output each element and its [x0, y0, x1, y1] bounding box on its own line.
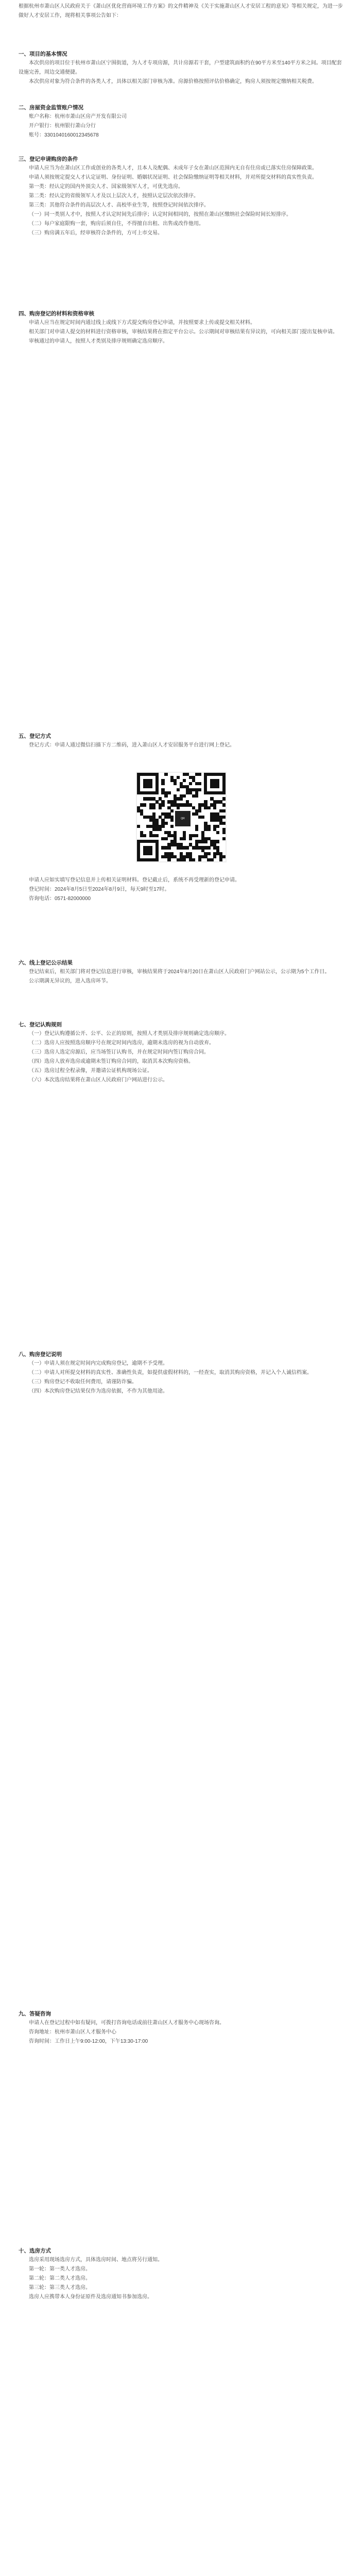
qr-module [186, 846, 189, 849]
qr-finder-pattern [143, 846, 152, 855]
section-title: 二、房屋资金监管账户情况 [19, 105, 83, 111]
section-paragraph: 申请人应当为在萧山区工作或创业的各类人才，且本人及配偶、未成年子女在萧山区范围内无自有住房或已落实住房保障政策。 [29, 165, 317, 171]
section-paragraph: 账号：3301040160012345678 [29, 132, 99, 138]
qr-module [174, 782, 177, 785]
qr-module [198, 809, 201, 812]
section-paragraph: 申请人须按规定提交人才认定证明、身份证明、婚姻状况证明、社会保险缴纳证明等相关材料，并对所提交材料的真实性负责。 [29, 175, 317, 180]
qr-module [159, 806, 162, 809]
section-paragraph: 登记方式：申请人通过微信扫描下方二维码，进入萧山区人才安居服务平台进行网上登记。 [29, 742, 235, 748]
qr-module [210, 858, 213, 861]
qr-module [222, 797, 226, 800]
qr-module [177, 806, 180, 809]
section-paragraph: 开户银行：杭州银行萧山分行 [29, 123, 96, 129]
qr-module [180, 797, 183, 800]
qr-module [198, 782, 201, 785]
section-paragraph: 第三轮：第三类人才选房。 [29, 2285, 91, 2291]
section-paragraph: 第三类：其他符合条件的高层次人才、高校毕业生等，按照登记时间依次排序。 [29, 202, 209, 208]
section-title: 五、登记方式 [19, 733, 51, 739]
qr-module [170, 809, 174, 812]
qr-module [164, 794, 167, 798]
section-paragraph: （五）选房过程全程录像，并邀请公证机构现场公证。 [29, 1068, 152, 1074]
qr-module [159, 828, 162, 831]
qr-module [170, 819, 174, 822]
section-paragraph: 咨询地址：杭州市萧山区人才服务中心 [29, 2029, 116, 2035]
qr-module [189, 782, 192, 785]
section-title: 四、购房登记的材料和资格审核 [19, 311, 94, 317]
section-paragraph: 咨询电话：0571-82000000 [29, 896, 91, 902]
qr-finder-pattern [210, 779, 219, 788]
qr-module [216, 840, 219, 843]
section-paragraph: 相关部门对申请人提交的材料进行资格审核，审核结果将在指定平台公示。公示期间对审核结果有异议的，可向相关部门提出复核申请。 [29, 329, 338, 335]
section-paragraph: 登记时间：2024年8月5日至2024年8月9日，每天9时至17时。 [29, 887, 170, 892]
section-paragraph: （一）同一类别人才中，按照人才认定时间先后排序；认定时间相同的，按照在萧山区缴纳社会保险时间长短排序。 [29, 212, 291, 217]
qr-finder-pattern [143, 779, 152, 788]
qr-module [183, 779, 186, 782]
section-paragraph: 第一类：经认定的国内外顶尖人才、国家级领军人才，可优先选房。 [29, 184, 183, 190]
qr-module [222, 822, 226, 825]
section-paragraph: 本次供房对象为符合条件的各类人才，具体以相关部门审核为准。房源价格按照评估价格确定，购房人须按规定缴纳相关税费。 [29, 79, 317, 84]
qr-module [183, 794, 186, 798]
section-paragraph: 咨询时间：工作日上午9:00-12:00，下午13:30-17:00 [29, 2039, 148, 2044]
section-title: 七、登记认购规则 [19, 1022, 62, 1028]
qr-module [219, 858, 222, 861]
registration-qr-code[interactable] [136, 772, 227, 862]
section-7 [19, 1020, 345, 1085]
section-paragraph: （二）每户家庭限购一套，购房后须自住，不得擅自出租、出售或改作他用。 [29, 221, 204, 227]
section-title: 一、项目的基本情况 [19, 51, 67, 57]
section-paragraph: 申请人应如实填写登记信息并上传相关证明材料。登记截止后，系统不再受理新的登记申请。 [29, 877, 240, 883]
qr-module [143, 834, 146, 837]
section-paragraph: （六）本次选房结果将在萧山区人民政府门户网站进行公示。 [29, 1077, 168, 1083]
intro-text: 根据杭州市萧山区人民政府关于《萧山区优化营商环境工作方案》的文件精神及《关于实施萧山区人才安居工程的意见》等相关规定，为进一步做好人才安居工作，现将相关事项公告如下： [19, 4, 343, 19]
section-8 [19, 1350, 345, 1396]
qr-module [183, 858, 186, 861]
qr-module [222, 809, 226, 812]
qr-module [137, 825, 140, 828]
section-paragraph: 账户名称：杭州市萧山区房产开发有限公司 [29, 114, 127, 120]
qr-module [167, 858, 170, 861]
section-paragraph: 选房人应携带本人身份证原件及选房通知书参加选房。 [29, 2294, 152, 2300]
qr-module [183, 837, 186, 840]
section-title: 三、登记申请购房的条件 [19, 156, 78, 162]
section-6 [19, 958, 345, 986]
section-paragraph: （一）申请人须在规定时间内完成购房登记，逾期不予受理。 [29, 1361, 168, 1366]
section-paragraph: （四）本次购房登记结果仅作为选房依据，不作为其他用途。 [29, 1388, 168, 1394]
qr-module [222, 855, 226, 858]
qr-module [161, 825, 164, 828]
section-paragraph: 公示期满无异议的，进入选房环节。 [29, 978, 111, 984]
qr-module [152, 806, 155, 809]
qr-module [213, 806, 216, 809]
qr-module [189, 837, 192, 840]
qr-module [195, 794, 198, 798]
section-4 [19, 309, 345, 346]
section-paragraph: （二）申请人对所提交材料的真实性、准确性负责，如提供虚假材料的，一经查实，取消其购房资格，并记入个人诚信档案。 [29, 1370, 312, 1376]
qr-module [222, 837, 226, 840]
section-title: 十、选房方式 [19, 2248, 51, 2254]
qr-module [207, 852, 210, 855]
section-5 [19, 732, 345, 750]
section-9 [19, 2009, 345, 2046]
qr-module [198, 858, 201, 861]
qr-module [195, 828, 198, 831]
section-paragraph: 选房采用现场选房方式，具体选房时间、地点将另行通知。 [29, 2257, 163, 2263]
qr-module [143, 803, 146, 806]
section-3 [19, 155, 345, 238]
qr-module [161, 782, 164, 785]
qr-module [222, 803, 226, 806]
section-title: 八、购房登记说明 [19, 1351, 62, 1358]
qr-module [177, 788, 180, 791]
qr-module [222, 816, 226, 819]
qr-module [198, 773, 201, 776]
qr-module [161, 803, 164, 806]
section-paragraph: （三）购房满五年后，经审核符合条件的，方可上市交易。 [29, 230, 163, 236]
section-paragraph: 申请人应当在规定时间内通过线上或线下方式提交购房登记申请，并按照要求上传或提交相关材料。 [29, 320, 255, 326]
qr-module [207, 828, 210, 831]
qr-module [222, 831, 226, 834]
qr-module [155, 834, 159, 837]
qr-module [213, 855, 216, 858]
qr-module [204, 840, 207, 843]
section-2 [19, 103, 345, 140]
qr-module [192, 858, 195, 861]
qr-module [170, 825, 174, 828]
section-title: 六、线上登记公示结果 [19, 960, 73, 966]
section-paragraph: 第二轮：第二类人才选房。 [29, 2276, 91, 2281]
qr-module [207, 846, 210, 849]
qr-logo-icon: QR [174, 810, 192, 827]
qr-module [164, 822, 167, 825]
section-paragraph: （三）选房人选定房源后，应当场签订认购书，并在规定时间内签订购房合同。 [29, 1049, 209, 1055]
section-paragraph: （三）购房登记不收取任何费用，请谨防诈骗。 [29, 1379, 137, 1385]
qr-module [164, 773, 167, 776]
section-paragraph: （二）选房人应按照选房顺序号在规定时间内选房，逾期未选房的视为自动放弃。 [29, 1040, 214, 1046]
section-paragraph: 本次供房的项目位于杭州市萧山区宁围街道，为人才专项房源，共计房源若干套，户型建筑面积约在90平方米至140平方米之间。项目配套设施完善，周边交通便捷。 [19, 60, 342, 75]
qr-module [164, 837, 167, 840]
qr-module [216, 831, 219, 834]
qr-module [167, 846, 170, 849]
qr-module [167, 791, 170, 794]
section-paragraph: 审核通过的申请人，按照人才类别及排序规则确定选房顺序。 [29, 338, 168, 344]
section-10 [19, 2246, 345, 2302]
section-paragraph: 申请人在登记过程中如有疑问，可拨打咨询电话或前往萧山区人才服务中心现场咨询。 [29, 2020, 224, 2026]
section-paragraph: （一）登记认购遵循公开、公平、公正的原则，按照人才类别及排序规则确定选房顺序。 [29, 1031, 230, 1037]
section-paragraph: （四）选房人放弃选房或逾期未签订购房合同的，取消其本次购房资格。 [29, 1059, 194, 1064]
section-title: 九、答疑咨询 [19, 2011, 51, 2017]
qr-module [207, 806, 210, 809]
qr-module [195, 834, 198, 837]
section-paragraph: 第二类：经认定的省级领军人才及以上层次人才，按照认定层次依次排序。 [29, 193, 199, 199]
qr-module [201, 816, 204, 819]
qr-module [216, 825, 219, 828]
section-5-details [19, 876, 345, 904]
section-paragraph: 登记结束后，相关部门将对登记信息进行审核，审核结果将于2024年8月20日在萧山区人民政府门户网站公示，公示期为5个工作日。 [29, 969, 330, 975]
qr-module [177, 776, 180, 779]
qr-module [198, 788, 201, 791]
section-1 [19, 49, 345, 87]
section-paragraph: 第一轮：第一类人才选房。 [29, 2266, 91, 2272]
